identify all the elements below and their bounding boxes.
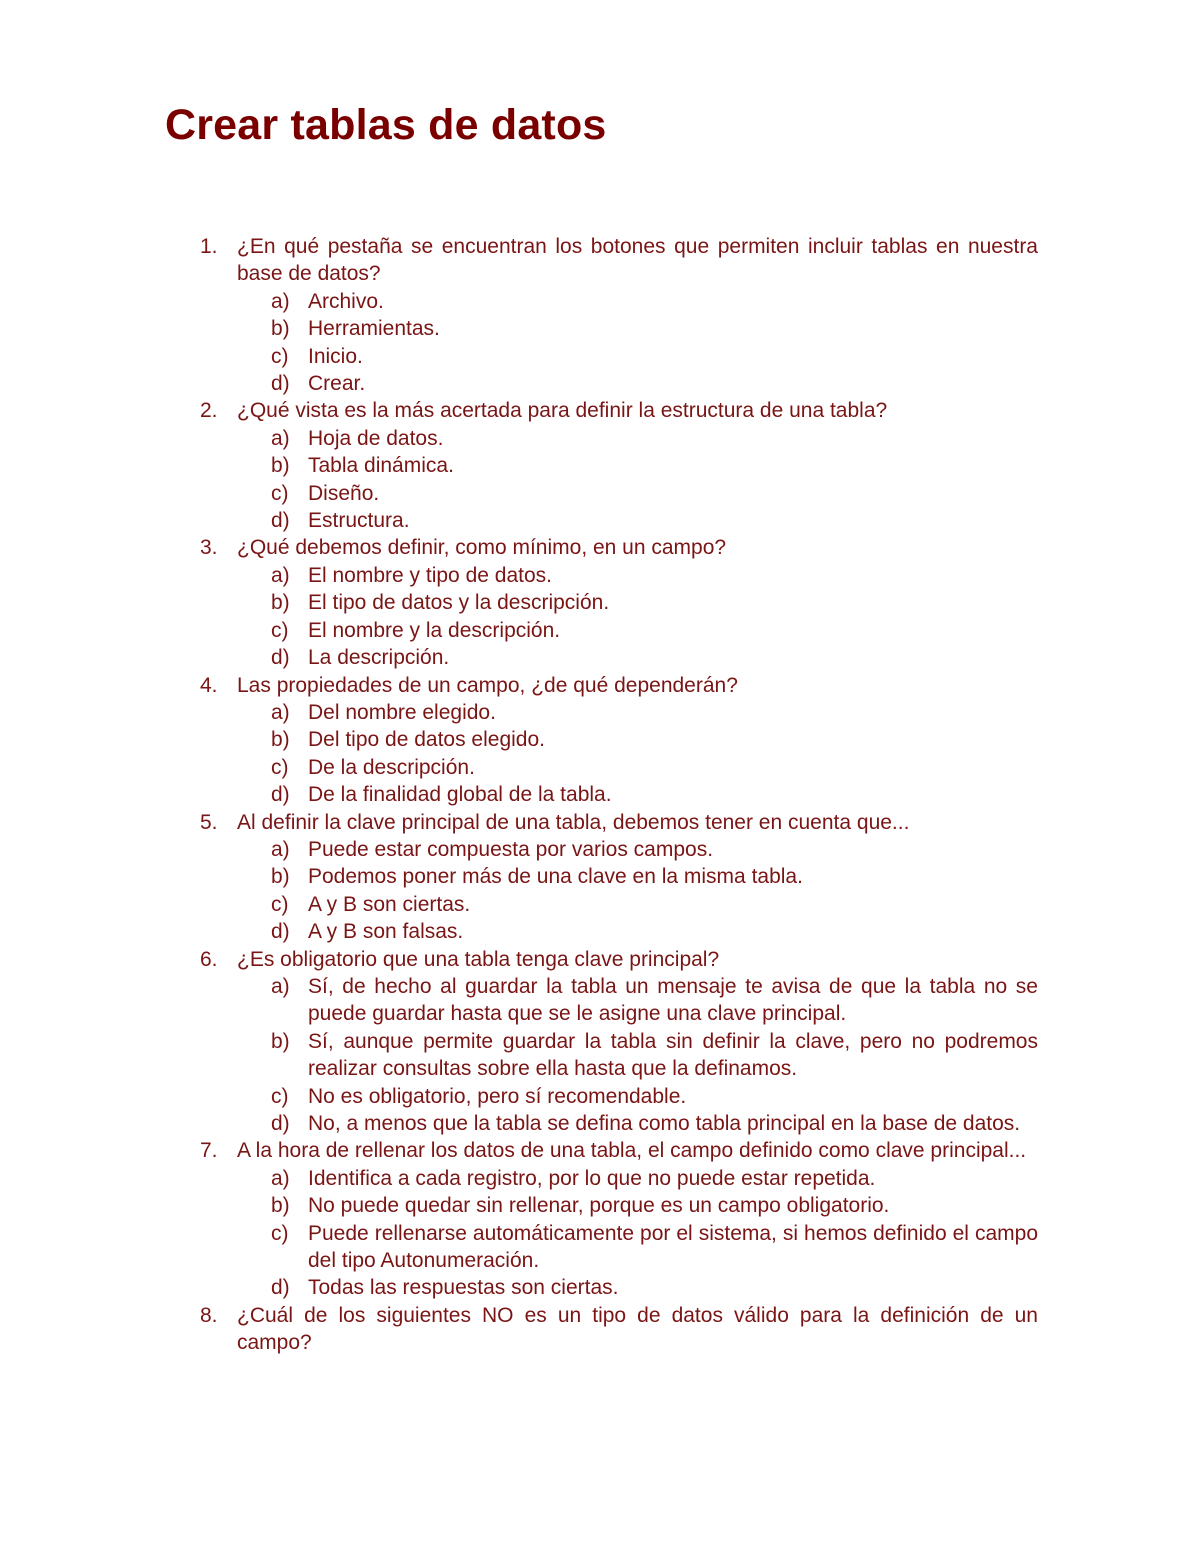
option-letter: a) bbox=[271, 837, 290, 861]
option-letter: b) bbox=[271, 728, 290, 752]
option-letter: b) bbox=[271, 454, 290, 478]
answer-option bbox=[271, 370, 1038, 397]
answer-option bbox=[271, 1192, 1038, 1219]
option-letter: b) bbox=[271, 1194, 290, 1218]
option-text: No, a menos que la tabla se defina como tabla principal en la base de datos. bbox=[308, 1112, 1021, 1135]
option-letter: b) bbox=[271, 1029, 290, 1053]
question-number: 7. bbox=[200, 1139, 218, 1163]
question-number: 2. bbox=[200, 399, 218, 423]
option-letter: d) bbox=[271, 920, 290, 944]
option-letter: b) bbox=[271, 317, 290, 341]
answer-option bbox=[271, 288, 1038, 315]
answer-option bbox=[271, 836, 1038, 863]
option-letter: d) bbox=[271, 372, 290, 396]
option-letter: d) bbox=[271, 1112, 290, 1135]
answer-option bbox=[271, 699, 1038, 726]
answer-option bbox=[271, 1165, 1038, 1192]
option-letter: d) bbox=[271, 1276, 290, 1300]
option-letter: d) bbox=[271, 509, 290, 533]
question-number: 3. bbox=[200, 536, 218, 560]
option-text: Hoja de datos. bbox=[308, 426, 444, 450]
option-letter: c) bbox=[271, 618, 289, 642]
answer-options bbox=[237, 836, 1038, 946]
question-item bbox=[200, 809, 1038, 946]
option-text: Crear. bbox=[308, 372, 366, 396]
question-item bbox=[200, 672, 1038, 809]
option-text: De la descripción. bbox=[308, 755, 475, 779]
option-letter: b) bbox=[271, 591, 290, 615]
option-letter: a) bbox=[271, 974, 290, 998]
option-text: El tipo de datos y la descripción. bbox=[308, 591, 610, 615]
option-letter: c) bbox=[271, 755, 289, 779]
question-text: Las propiedades de un campo, ¿de qué dependerán? bbox=[237, 673, 738, 697]
option-letter: b) bbox=[271, 865, 290, 889]
answer-option bbox=[271, 1274, 1038, 1301]
option-letter: c) bbox=[271, 344, 289, 368]
question-number: 5. bbox=[200, 810, 218, 834]
option-text: El nombre y tipo de datos. bbox=[308, 563, 552, 587]
option-text: El nombre y la descripción. bbox=[308, 618, 561, 642]
answer-option bbox=[271, 863, 1038, 890]
answer-option bbox=[271, 425, 1038, 452]
question-item bbox=[200, 1137, 1038, 1301]
option-letter: a) bbox=[271, 700, 290, 724]
option-letter: a) bbox=[271, 563, 290, 587]
answer-option bbox=[271, 973, 1038, 1028]
question-text: ¿Qué vista es la más acertada para definir la estructura de una tabla? bbox=[237, 399, 888, 423]
option-text: Todas las respuestas son ciertas. bbox=[308, 1276, 619, 1300]
answer-options bbox=[237, 973, 1038, 1137]
answer-option bbox=[271, 1110, 1038, 1137]
question-text: Al definir la clave principal de una tabla, debemos tener en cuenta que... bbox=[237, 810, 910, 834]
option-text: Puede rellenarse automáticamente por el sistema, si hemos definido el campo del tipo Autonumeración. bbox=[308, 1221, 1038, 1273]
option-letter: d) bbox=[271, 646, 290, 670]
question-item bbox=[200, 1302, 1038, 1357]
question-number: 6. bbox=[200, 947, 218, 971]
option-letter: c) bbox=[271, 1084, 289, 1108]
answer-options bbox=[237, 288, 1038, 398]
answer-option bbox=[271, 781, 1038, 808]
answer-option bbox=[271, 452, 1038, 479]
option-text: Puede estar compuesta por varios campos. bbox=[308, 837, 714, 861]
question-number: 4. bbox=[200, 673, 218, 697]
option-text: Del nombre elegido. bbox=[308, 700, 496, 724]
answer-options bbox=[237, 1165, 1038, 1302]
option-text: A y B son falsas. bbox=[308, 920, 464, 944]
option-text: De la finalidad global de la tabla. bbox=[308, 783, 612, 807]
answer-option bbox=[271, 589, 1038, 616]
option-letter: d) bbox=[271, 783, 290, 807]
option-text: Del tipo de datos elegido. bbox=[308, 728, 545, 752]
answer-option bbox=[271, 726, 1038, 753]
option-text: Sí, aunque permite guardar la tabla sin definir la clave, pero no podremos realizar consultas sobre ella hasta que la definamos. bbox=[308, 1029, 1038, 1081]
question-item bbox=[200, 397, 1038, 534]
answer-option bbox=[271, 1220, 1038, 1275]
option-letter: a) bbox=[271, 1166, 290, 1190]
question-item bbox=[200, 233, 1038, 397]
question-list bbox=[200, 233, 1038, 1357]
question-text: ¿Qué debemos definir, como mínimo, en un campo? bbox=[237, 536, 727, 560]
answer-option bbox=[271, 562, 1038, 589]
answer-option bbox=[271, 1083, 1038, 1110]
option-letter: c) bbox=[271, 1221, 289, 1245]
answer-option bbox=[271, 891, 1038, 918]
answer-option bbox=[271, 918, 1038, 945]
option-text: Herramientas. bbox=[308, 317, 440, 341]
question-text: A la hora de rellenar los datos de una tabla, el campo definido como clave principal... bbox=[237, 1139, 1027, 1163]
answer-option bbox=[271, 343, 1038, 370]
question-item bbox=[200, 534, 1038, 671]
question-text: ¿Cuál de los siguientes NO es un tipo de datos válido para la definición de un campo? bbox=[237, 1303, 1038, 1355]
option-letter: a) bbox=[271, 289, 290, 313]
question-item bbox=[200, 946, 1038, 1138]
answer-option bbox=[271, 644, 1038, 671]
option-text: No puede quedar sin rellenar, porque es un campo obligatorio. bbox=[308, 1194, 890, 1218]
option-text: Tabla dinámica. bbox=[308, 454, 454, 478]
page-title: Crear tablas de datos bbox=[165, 101, 607, 149]
answer-options bbox=[237, 699, 1038, 809]
answer-option bbox=[271, 315, 1038, 342]
option-text: Archivo. bbox=[308, 289, 384, 313]
option-text: No es obligatorio, pero sí recomendable. bbox=[308, 1084, 687, 1108]
option-text: A y B son ciertas. bbox=[308, 892, 471, 916]
option-text: Diseño. bbox=[308, 481, 380, 505]
answer-option bbox=[271, 480, 1038, 507]
option-text: Inicio. bbox=[308, 344, 363, 368]
option-text: Podemos poner más de una clave en la misma tabla. bbox=[308, 865, 803, 889]
question-number: 8. bbox=[200, 1303, 218, 1327]
option-text: Estructura. bbox=[308, 509, 410, 533]
answer-option bbox=[271, 1028, 1038, 1083]
option-text: Sí, de hecho al guardar la tabla un mensaje te avisa de que la tabla no se puede guardar hasta que se le asigne una clave principal. bbox=[308, 974, 1038, 1026]
option-text: La descripción. bbox=[308, 646, 450, 670]
question-number: 1. bbox=[200, 235, 218, 258]
question-text: ¿Es obligatorio que una tabla tenga clave principal? bbox=[237, 947, 720, 971]
option-text: Identifica a cada registro, por lo que no puede estar repetida. bbox=[308, 1166, 876, 1190]
answer-option bbox=[271, 617, 1038, 644]
answer-options bbox=[237, 425, 1038, 535]
answer-options bbox=[237, 562, 1038, 672]
answer-option bbox=[271, 507, 1038, 534]
question-text: ¿En qué pestaña se encuentran los botones que permiten incluir tablas en nuestra base de datos? bbox=[237, 235, 1038, 286]
option-letter: c) bbox=[271, 481, 289, 505]
option-letter: c) bbox=[271, 892, 289, 916]
option-letter: a) bbox=[271, 426, 290, 450]
answer-option bbox=[271, 754, 1038, 781]
